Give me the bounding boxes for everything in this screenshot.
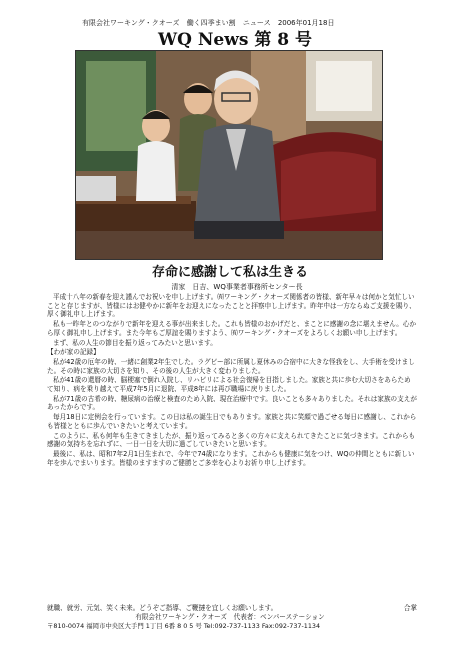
signoff-line [47, 604, 417, 613]
article-paragraph: 平成十八年の新春を迎え謹んでお祝いを申し上げます。㈲ワーキング・クオーズ関係者の皆様、新年早々は何かと気忙しいことと存じますが、皆様にはお健やかに新年をお迎えになったことと拝察申し上げます。昨年中は一方ならぬご支援を賜り、厚く御礼申し上げます。 [47, 293, 416, 319]
article-body [47, 293, 417, 468]
header-label: ニュース [242, 19, 271, 27]
fax: Fax:092-737-1134 [261, 622, 321, 630]
contact-footer [47, 622, 422, 631]
slogan: 働く四季まい割 [186, 19, 236, 27]
telephone: Tel:092-737-1133 [203, 622, 260, 630]
article-byline: 清家 日吉、WQ事業者事務所センター長 [171, 283, 303, 291]
signoff-closing: 合掌 [403, 604, 417, 612]
article-paragraph: 私が71歳の古希の時、糖尿病の治療と検査のため入院、現在治療中です。良いことも多々ありました。それは家族の支えがあったからです。 [47, 394, 417, 412]
photo-grandfather-and-children [75, 50, 383, 260]
article-paragraph: このように、私も何年も生きてきましたが、振り返ってみると多くの方々に支えられてきたことに気づきます。これからも感謝の気持ちを忘れずに、一日一日を大切に過ごしていきたいと思います。 [47, 431, 416, 449]
newsletter-title: WQ News 第 8 号 [158, 30, 312, 50]
article-paragraph: 私が41歳の還暦の時、脳梗塞で倒れ入院し、リハビリによる社会復帰を目指しました。家族と共に歩む大切さをあらためて知り、病を乗り越えて平成7年5月に退院、平成8年には再び職場に戻りました。 [47, 376, 411, 394]
article-paragraph: 最後に、私は、昭和7年2月1日生まれで、今年で74歳になります。これからも健康に気をつけ、WQの仲間とともに新しい年を歩んでまいります。皆様のますますのご健勝とご多幸を心よりお祈り申し上げます。 [47, 449, 415, 467]
address: 〒810-0074 福岡市中央区大手門 1丁目 6番 8 0 5 号 [47, 622, 202, 630]
newsletter-header [82, 18, 382, 28]
company-line: 有限会社ワーキング・クオーズ 代表者：ベンパーステーション [135, 613, 325, 621]
issue-date: 2006年01月18日 [277, 19, 335, 27]
article-paragraph: 私が42歳の厄年の時、一緒に創業2年生でした。ラグビー部に所属し夏休みの合宿中に大きな怪我をし、大手術を受けました。その時に家族の大切さを知り、その後の人生が大きく変わりました。 [47, 357, 415, 375]
signoff-text: 就職、就労、元気、笑く未来。どうぞご指導、ご鞭撻を宜しくお願いします。 [47, 604, 278, 612]
article-paragraph: 毎月18日に定例会を行っています。この日は私の誕生日でもあります。家族と共に笑顔で過ごせる毎日に感謝し、これからも皆様とともに歩んでいきたいと考えています。 [47, 413, 417, 430]
article-headline: 存命に感謝して私は生きる [151, 265, 308, 280]
article-paragraph: まず、私の人生の節目を振り返ってみたいと思います。 [53, 338, 217, 347]
section-heading: 【わが家の記録】 [47, 348, 100, 357]
article-paragraph: 私も一昨年とのつながりで新年を迎える事が出来ました。これも皆様のおかげだと、まことに感謝の念に堪えません。心から厚く御礼申し上げます。また今年もご厚誼を賜りますよう、㈲ワーキング・クオーズをよろしくお願い申し上げます。 [47, 320, 417, 337]
company-name: 有限会社ワーキング・クオーズ [82, 19, 180, 27]
